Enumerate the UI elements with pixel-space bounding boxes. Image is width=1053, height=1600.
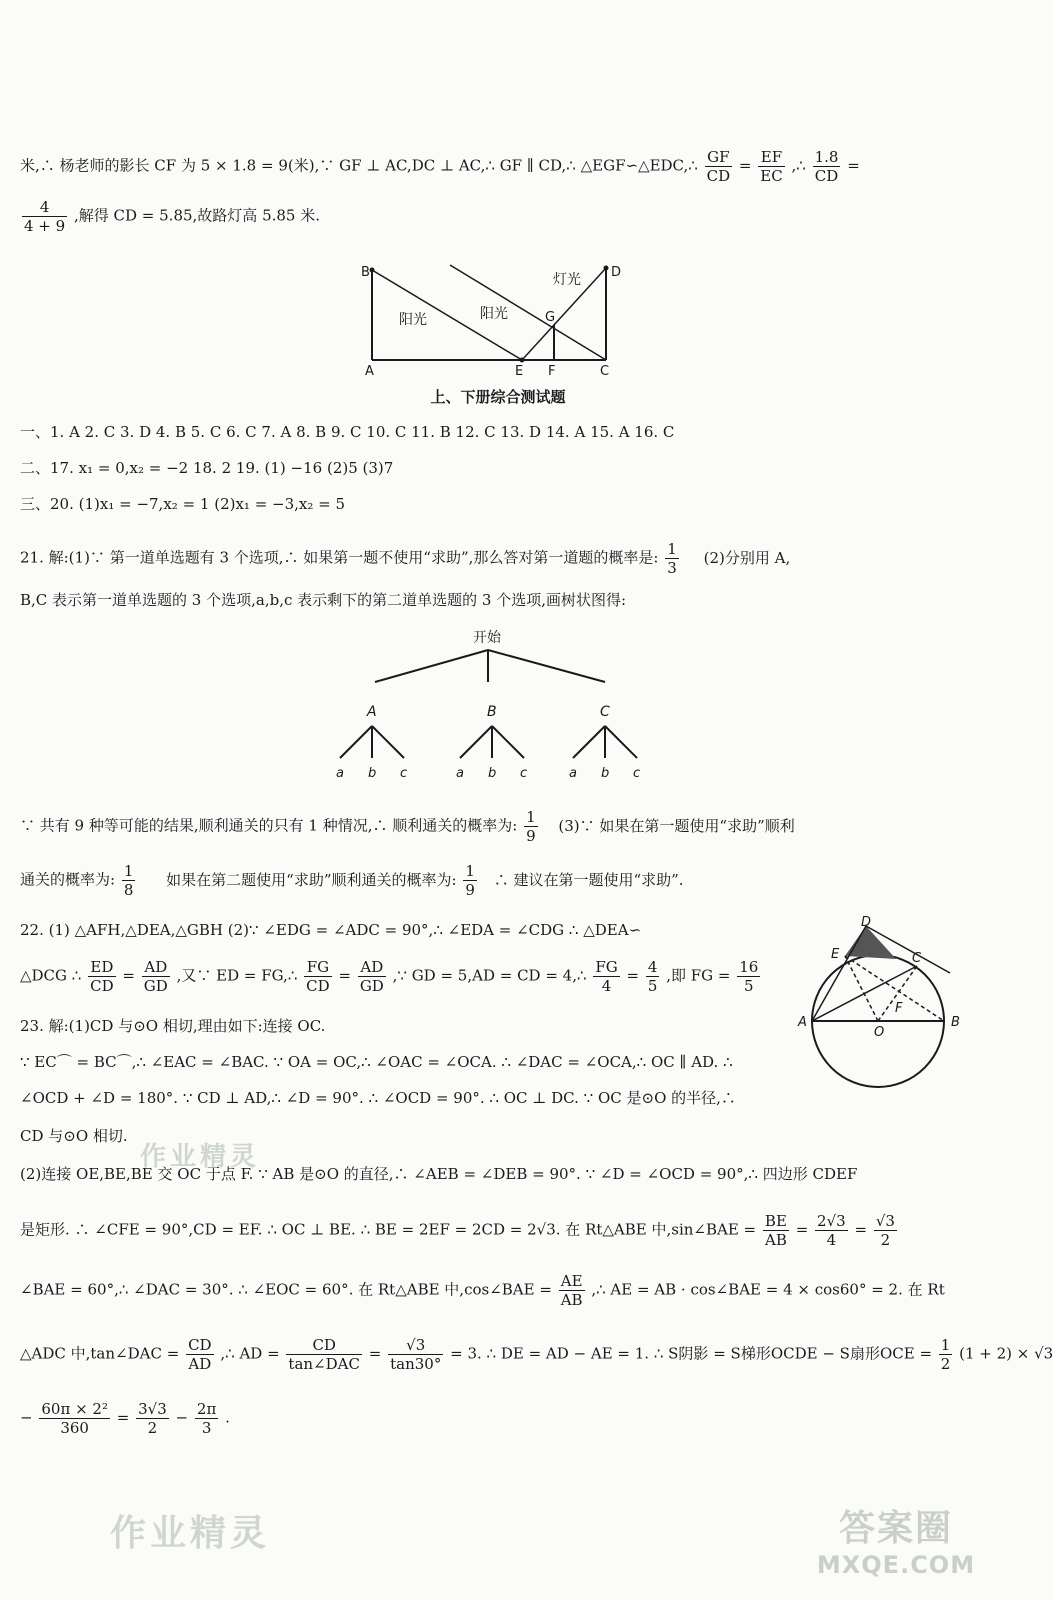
- fraction: [665, 540, 679, 577]
- numerator: EF: [758, 148, 784, 167]
- denominator: CD: [706, 167, 731, 185]
- text: ,又∵ ED = FG,∴: [176, 966, 298, 985]
- numerator: 1: [940, 1336, 951, 1354]
- answers-part-1: 一、1. A 2. C 3. D 4. B 5. C 6. C 7. A 8. B 9. C 10. C 11. B 12. C 13. D 14. A 15. A 16. C: [20, 423, 675, 441]
- tree-leaf: a: [569, 766, 577, 781]
- numerator: CD: [286, 1336, 362, 1355]
- q23-line-7: [20, 1272, 945, 1309]
- text: =: [122, 966, 135, 985]
- fraction: [939, 1336, 953, 1373]
- text: =: [338, 966, 352, 985]
- label-sunlight-1: 阳光: [399, 312, 427, 328]
- label-E: E: [515, 364, 524, 379]
- label-F: F: [548, 364, 556, 379]
- numerator: 4: [22, 198, 67, 217]
- text: =: [626, 966, 640, 985]
- q22-line-1: 22. (1) △AFH,△DEA,△GBH (2)∵ ∠EDG = ∠ADC = 90°,∴ ∠EDA = ∠CDG ∴ △DEA∽: [20, 921, 642, 939]
- circle-diagram: [795, 915, 975, 1088]
- label-B: B: [951, 1015, 960, 1030]
- text: ∵ 共有 9 种等可能的结果,顺利通关的只有 1 种情况,∴ 顺利通关的概率为:: [20, 816, 518, 835]
- denominator: 4 + 9: [24, 217, 66, 235]
- fraction: [705, 148, 733, 185]
- tree-branch: [605, 726, 637, 758]
- tree-root-label: 开始: [473, 630, 501, 646]
- fraction: [136, 1400, 169, 1437]
- numerator: √3: [388, 1336, 443, 1355]
- numerator: CD: [188, 1336, 212, 1354]
- denominator: EC: [760, 167, 783, 185]
- denominator: CD: [306, 977, 330, 995]
- tree-leaf: c: [400, 766, 408, 781]
- tree-branch: [340, 726, 372, 758]
- section-title: 上、下册综合测试题: [430, 388, 566, 406]
- text: 米,∴ 杨老师的影长 CF 为 5 × 1.8 = 9(米),∵ GF ⊥ AC,DC ⊥ AC,∴ GF ∥ CD,∴ △EGF∽△EDC,∴: [20, 156, 698, 175]
- numerator: 60π × 2²: [41, 1400, 108, 1418]
- fraction: [559, 1272, 585, 1309]
- label-A: A: [365, 364, 374, 379]
- q21-line-2: B,C 表示第一道单选题的 3 个选项,a,b,c 表示剩下的第二道单选题的 3 个选项,画树状图得:: [20, 591, 627, 609]
- label-F: F: [895, 1001, 903, 1016]
- logo-top: 答案圈: [838, 1508, 953, 1549]
- text: 21. 解:(1)∵ 第一道单选题有 3 个选项,∴ 如果第一题不使用“求助”,那么答对第一道题的概率是:: [20, 548, 659, 567]
- numerator: 1: [667, 540, 677, 558]
- text: 是矩形. ∴ ∠CFE = 90°,CD = EF. ∴ OC ⊥ BE. ∴ BE = 2EF = 2CD = 2√3. 在 Rt△ABE 中,sin∠BAE =: [20, 1220, 757, 1239]
- denominator: AB: [560, 1291, 583, 1309]
- label-E: E: [831, 947, 840, 962]
- denominator: 4: [601, 977, 612, 995]
- fraction: [737, 958, 760, 995]
- fraction: [463, 862, 477, 899]
- label-lamplight: 灯光: [553, 272, 581, 288]
- fraction: [88, 958, 116, 995]
- denominator: GD: [359, 977, 384, 995]
- denominator: 5: [744, 977, 754, 995]
- text: ∠BAE = 60°,∴ ∠DAC = 30°. ∴ ∠EOC = 60°. 在 Rt△ABE 中,cos∠BAE =: [20, 1280, 552, 1299]
- q22-line-2: [20, 958, 762, 995]
- watermark-text: 作业精灵: [140, 1142, 261, 1172]
- fraction: [593, 958, 619, 995]
- text: ,∴: [791, 156, 806, 175]
- denominator: 8: [123, 881, 134, 899]
- denominator: 9: [526, 827, 536, 845]
- numerator: AE: [559, 1272, 585, 1291]
- denominator: GD: [143, 977, 168, 995]
- fraction: [304, 958, 332, 995]
- denominator: 4: [826, 1231, 837, 1249]
- label-D: D: [861, 915, 872, 930]
- text: =: [795, 1220, 809, 1239]
- text: △ADC 中,tan∠DAC =: [20, 1344, 180, 1363]
- numerator: √3: [875, 1212, 895, 1230]
- denominator: 2: [880, 1231, 891, 1249]
- numerator: ED: [88, 958, 116, 977]
- text: ∴ 建议在第一题使用“求助”.: [493, 870, 684, 889]
- tree-branch: [573, 726, 605, 758]
- denominator: CD: [814, 167, 839, 185]
- text: −: [175, 1408, 189, 1427]
- label-C: C: [912, 951, 922, 966]
- fraction: [22, 198, 67, 235]
- numerator: FG: [304, 958, 332, 977]
- fraction: [39, 1400, 110, 1437]
- tree-node-B: B: [487, 704, 497, 720]
- q23-line-9: [20, 1400, 230, 1437]
- tree-leaf: a: [456, 766, 464, 781]
- q23-line-8: [20, 1336, 1053, 1373]
- watermark-text: 作业精灵: [110, 1513, 271, 1554]
- q23-line-5: (2)连接 OE,BE,BE 交 OC 于点 F. ∵ AB 是⊙O 的直径,∴ ∠AEB = ∠DEB = 90°. ∵ ∠D = ∠OCD = 90°,∴ 四边形 CDEF: [20, 1165, 858, 1183]
- tree-node-C: C: [600, 704, 610, 720]
- fraction: [195, 1400, 218, 1437]
- label-D: D: [611, 265, 622, 280]
- text: =: [116, 1408, 130, 1427]
- text: −: [20, 1408, 33, 1427]
- text-line-2: [20, 198, 320, 235]
- numerator: 2π: [196, 1400, 217, 1418]
- label-O: O: [874, 1025, 885, 1040]
- denominator: tan∠DAC: [288, 1355, 360, 1373]
- numerator: 3√3: [138, 1400, 167, 1418]
- tree-leaf: b: [368, 766, 377, 781]
- text: =: [854, 1220, 868, 1239]
- text: ,解得 CD = 5.85,故路灯高 5.85 米.: [73, 206, 320, 225]
- label-C: C: [600, 364, 610, 379]
- fraction: [524, 808, 538, 845]
- numerator: 1: [526, 808, 536, 826]
- tree-branch: [492, 726, 524, 758]
- denominator: tan30°: [390, 1355, 442, 1373]
- fraction: [186, 1336, 214, 1373]
- fraction: [142, 958, 170, 995]
- tree-branch: [372, 726, 404, 758]
- answers-part-3: 三、20. (1)x₁ = −7,x₂ = 1 (2)x₁ = −3,x₂ = 5: [20, 495, 346, 513]
- fraction: [646, 958, 660, 995]
- denominator: 360: [60, 1419, 89, 1437]
- fraction: [286, 1336, 362, 1373]
- denominator: 5: [647, 977, 658, 995]
- q23-line-1: 23. 解:(1)CD 与⊙O 相切,理由如下:连接 OC.: [20, 1017, 326, 1035]
- denominator: 2: [940, 1355, 951, 1373]
- denominator: 3: [201, 1419, 212, 1437]
- fraction: [388, 1336, 443, 1373]
- denominator: AD: [188, 1355, 212, 1373]
- label-B: B: [361, 265, 370, 280]
- logo-bottom: MXQE.COM: [816, 1551, 976, 1579]
- label-G: G: [545, 310, 556, 325]
- numerator: GF: [705, 148, 733, 167]
- fraction: [358, 958, 386, 995]
- numerator: 4: [647, 958, 658, 976]
- answers-part-2: 二、17. x₁ = 0,x₂ = −2 18. 2 19. (1) −16 (2)5 (3)7: [20, 459, 394, 477]
- tree-leaf: b: [488, 766, 497, 781]
- text: (2)分别用 A,: [703, 548, 791, 567]
- text: (1 + 2) × √3: [959, 1344, 1053, 1363]
- fraction: [763, 1212, 789, 1249]
- numerator: 2√3: [817, 1212, 846, 1230]
- text: ,即 FG =: [666, 966, 731, 985]
- label-sunlight-2: 阳光: [480, 306, 508, 322]
- fraction: [815, 1212, 848, 1249]
- text: △DCG ∴: [20, 966, 82, 985]
- tree-leaf: a: [336, 766, 344, 781]
- text: 如果在第二题使用“求助”顺利通关的概率为:: [166, 870, 457, 889]
- q23-line-2: ∵ EC⌒ = BC⌒,∴ ∠EAC = ∠BAC. ∵ OA = OC,∴ ∠OAC = ∠OCA. ∴ ∠DAC = ∠OCA,∴ OC ∥ AD. ∴: [20, 1053, 733, 1071]
- fraction: [122, 862, 136, 899]
- q21-line-3: [20, 808, 795, 845]
- numerator: 1: [123, 862, 134, 880]
- text: ,∴ AD =: [220, 1344, 280, 1363]
- text: (3)∵ 如果在第一题使用“求助”顺利: [558, 816, 795, 835]
- numerator: 1.8: [814, 148, 839, 166]
- text: .: [225, 1408, 230, 1427]
- numerator: AD: [142, 958, 170, 977]
- site-logo: [806, 1500, 986, 1590]
- numerator: 16: [739, 958, 759, 976]
- denominator: AB: [764, 1231, 787, 1249]
- shadow-diagram: [355, 258, 635, 383]
- denominator: 3: [667, 559, 677, 577]
- fraction: [758, 148, 784, 185]
- q21-line-1: [20, 540, 790, 577]
- numerator: 1: [465, 862, 475, 880]
- denominator: CD: [90, 977, 114, 995]
- text: =: [738, 156, 752, 175]
- q23-line-4: CD 与⊙O 相切.: [20, 1127, 128, 1145]
- fraction: [813, 148, 841, 185]
- text: =: [847, 156, 860, 175]
- tree-diagram: [320, 620, 660, 785]
- text-line-1: [20, 148, 860, 185]
- denominator: 9: [465, 881, 475, 899]
- numerator: AD: [358, 958, 386, 977]
- numerator: BE: [764, 1212, 787, 1230]
- tree-node-A: A: [367, 704, 377, 720]
- text: = 3. ∴ DE = AD − AE = 1. ∴ S阴影 = S梯形OCDE − S扇形OCE =: [450, 1344, 933, 1363]
- label-A: A: [798, 1015, 807, 1030]
- text: 通关的概率为:: [20, 870, 116, 889]
- fraction: [874, 1212, 897, 1249]
- tree-branch: [460, 726, 492, 758]
- denominator: 2: [147, 1419, 158, 1437]
- q21-line-4: [20, 862, 684, 899]
- tree-leaf: c: [633, 766, 641, 781]
- tree-leaf: b: [601, 766, 610, 781]
- q23-line-6: [20, 1212, 899, 1249]
- text: ,∵ GD = 5,AD = CD = 4,∴: [392, 966, 587, 985]
- text: ,∴ AE = AB · cos∠BAE = 4 × cos60° = 2. 在 Rt: [591, 1280, 945, 1299]
- text: =: [368, 1344, 382, 1363]
- q23-line-3: ∠OCD + ∠D = 180°. ∵ CD ⊥ AD,∴ ∠D = 90°. ∴ ∠OCD = 90°. ∴ OC ⊥ DC. ∵ OC 是⊙O 的半径,∴: [20, 1089, 736, 1107]
- tree-leaf: c: [520, 766, 528, 781]
- numerator: FG: [595, 958, 618, 976]
